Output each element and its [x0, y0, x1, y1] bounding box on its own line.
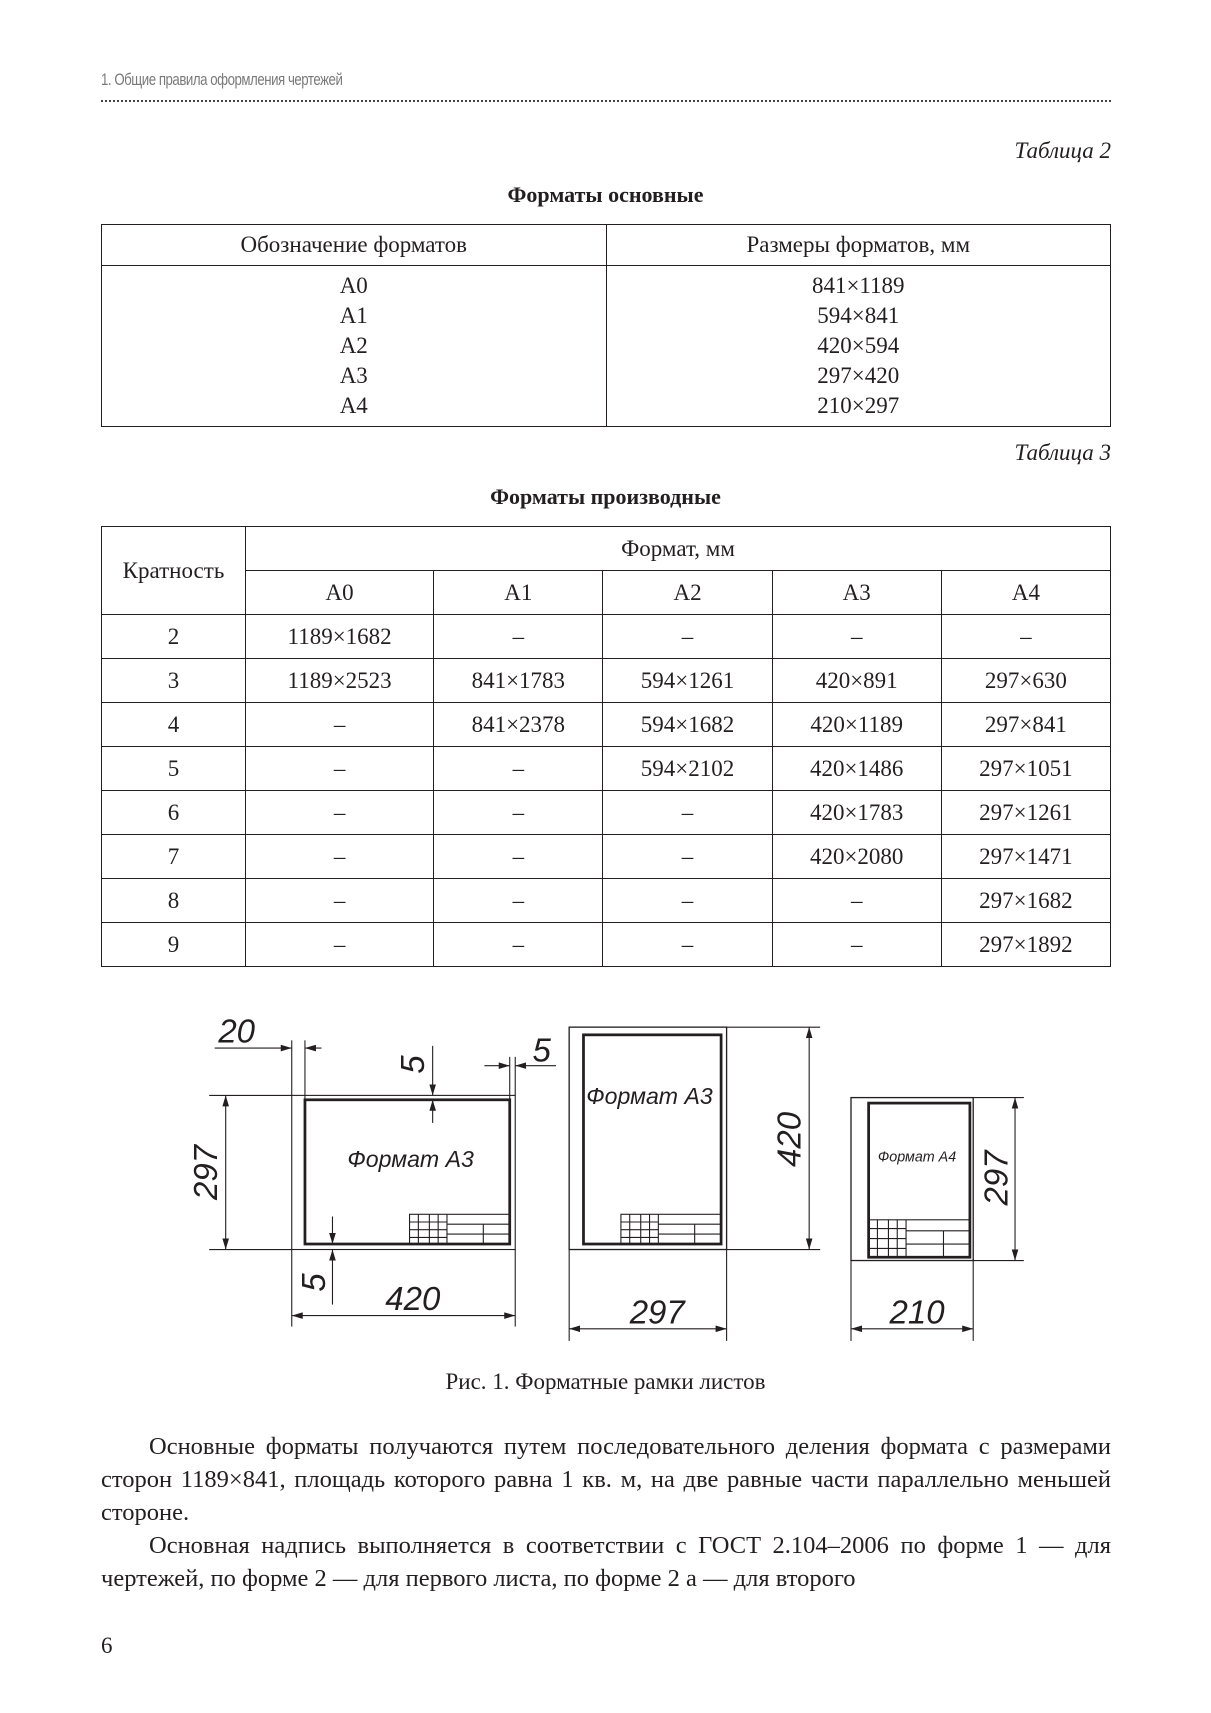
- size-cell: 297×1682: [941, 879, 1110, 923]
- size-cell: –: [434, 791, 603, 835]
- size-cell: 420×1783: [772, 791, 941, 835]
- sheet2-width-dim: 297: [629, 1293, 685, 1331]
- cell: 420×594: [817, 333, 900, 358]
- left-margin-dim: 20: [218, 1012, 256, 1050]
- multiplicity-cell: 2: [102, 615, 246, 659]
- size-cell: 297×841: [941, 703, 1110, 747]
- size-cell: –: [603, 923, 772, 967]
- cell: А3: [339, 363, 368, 388]
- sheet3-width-dim: 210: [889, 1293, 945, 1331]
- title-block: [869, 1220, 970, 1257]
- paragraph: Основные форматы получаются путем последовательного деления формата с размерами сторон 1189×841, площадь которого равна 1 кв. м, на две равные части параллельно меньшей стороне.: [101, 1433, 1111, 1526]
- size-cell: 420×891: [772, 659, 941, 703]
- size-cell: –: [434, 615, 603, 659]
- size-cell: 841×1783: [434, 659, 603, 703]
- size-cell: –: [603, 791, 772, 835]
- table3-title: Форматы производные: [490, 484, 721, 509]
- multiplicity-cell: 4: [102, 703, 246, 747]
- size-cell: –: [772, 923, 941, 967]
- cell: 841×1189: [811, 273, 905, 298]
- figure-caption: Рис. 1. Форматные рамки листов: [445, 1369, 766, 1394]
- paragraph: Основная надпись выполняется в соответствии с ГОСТ 2.104–2006 по форме 1 — для чертежей, по форме 2 — для первого листа, по форме 2 а — для второго: [101, 1532, 1111, 1592]
- size-cell: 297×630: [941, 659, 1110, 703]
- format-column-header: А1: [434, 571, 603, 615]
- format-column-header: А2: [603, 571, 772, 615]
- multiplicity-cell: 8: [102, 879, 246, 923]
- table2-caption: Таблица 2: [1014, 138, 1111, 163]
- size-cell: –: [772, 879, 941, 923]
- multiplicity-cell: 9: [102, 923, 246, 967]
- size-cell: –: [246, 791, 434, 835]
- table2-header: Обозначение форматов: [102, 225, 607, 266]
- size-cell: 420×1189: [772, 703, 941, 747]
- size-cell: –: [603, 879, 772, 923]
- size-cell: –: [772, 615, 941, 659]
- sheet2-label: Формат А3: [586, 1083, 713, 1110]
- sheet2-height-dim: 420: [770, 1111, 808, 1167]
- cell: 297×420: [817, 363, 900, 388]
- size-cell: 594×1261: [603, 659, 772, 703]
- size-cell: –: [603, 615, 772, 659]
- size-cell: –: [246, 747, 434, 791]
- multiplicity-cell: 6: [102, 791, 246, 835]
- cell: А2: [339, 333, 368, 358]
- sheet3-height-dim: 297: [977, 1150, 1015, 1206]
- format-column-header: А3: [772, 571, 941, 615]
- size-cell: –: [246, 835, 434, 879]
- sheet-a3-portrait: [569, 1027, 820, 1341]
- cell: 210×297: [817, 393, 900, 418]
- right-margin-dim: 5: [532, 1031, 551, 1069]
- size-cell: –: [434, 923, 603, 967]
- size-cell: –: [434, 747, 603, 791]
- title-block: [621, 1214, 721, 1244]
- sheet-a3-landscape: [209, 1040, 556, 1326]
- cell: А0: [339, 273, 368, 298]
- size-cell: 297×1892: [941, 923, 1110, 967]
- bottom-margin-dim: 5: [294, 1273, 332, 1292]
- cell: 594×841: [817, 303, 900, 328]
- size-cell: 420×1486: [772, 747, 941, 791]
- sheet3-label: Формат А4: [877, 1149, 957, 1166]
- cell: А4: [339, 393, 368, 418]
- sheet1-label: Формат А3: [347, 1145, 474, 1172]
- format-column-header: А4: [941, 571, 1110, 615]
- size-cell: –: [246, 923, 434, 967]
- format-column-header: А0: [246, 571, 434, 615]
- sheet1-height-dim: 297: [186, 1144, 224, 1201]
- size-cell: –: [434, 879, 603, 923]
- size-cell: 1189×1682: [246, 615, 434, 659]
- size-cell: 297×1471: [941, 835, 1110, 879]
- size-cell: 841×2378: [434, 703, 603, 747]
- size-cell: –: [246, 703, 434, 747]
- running-header: 1. Общие правила оформления чертежей: [101, 70, 343, 89]
- size-cell: –: [603, 835, 772, 879]
- size-cell: 420×2080: [772, 835, 941, 879]
- size-cell: 297×1051: [941, 747, 1110, 791]
- table3-caption: Таблица 3: [1014, 440, 1111, 465]
- multiplicity-cell: 3: [102, 659, 246, 703]
- size-cell: 297×1261: [941, 791, 1110, 835]
- sheet1-width-dim: 420: [385, 1280, 441, 1318]
- size-cell: 1189×2523: [246, 659, 434, 703]
- cell: А1: [339, 303, 368, 328]
- multiplicity-cell: 5: [102, 747, 246, 791]
- format-header: Формат, мм: [246, 527, 1111, 571]
- multiplicity-header: Кратность: [102, 527, 246, 615]
- size-cell: –: [246, 879, 434, 923]
- table2-title: Форматы основные: [507, 182, 704, 207]
- title-block: [410, 1214, 510, 1244]
- page-number: 6: [101, 1633, 113, 1658]
- multiplicity-cell: 7: [102, 835, 246, 879]
- table2-header: Размеры форматов, мм: [606, 225, 1111, 266]
- size-cell: –: [434, 835, 603, 879]
- top-margin-dim: 5: [393, 1055, 431, 1074]
- size-cell: 594×2102: [603, 747, 772, 791]
- size-cell: 594×1682: [603, 703, 772, 747]
- size-cell: –: [941, 615, 1110, 659]
